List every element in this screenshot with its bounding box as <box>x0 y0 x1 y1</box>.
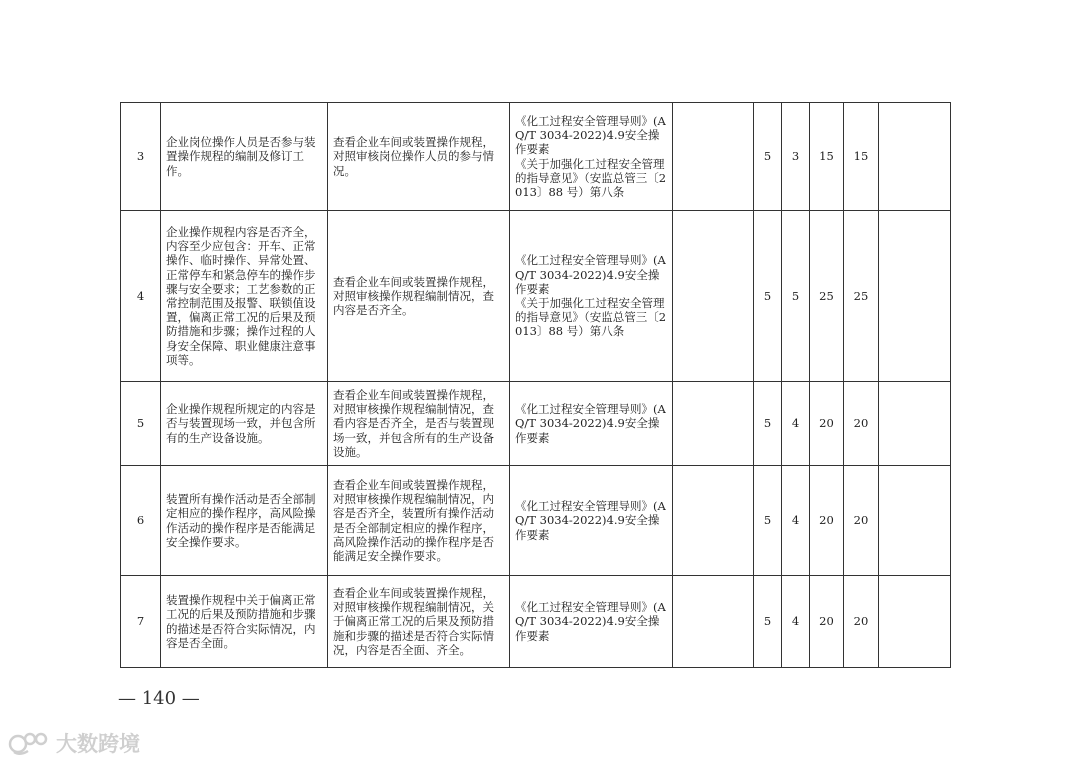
score-remark <box>879 382 951 466</box>
score-4: 20 <box>844 466 879 576</box>
watermark <box>8 728 140 758</box>
check-item: 企业岗位操作人员是否参与装置操作规程的编制及修订工作。 <box>161 103 328 211</box>
score-1: 5 <box>754 382 782 466</box>
row-number: 4 <box>121 211 161 382</box>
score-1: 5 <box>754 576 782 668</box>
row-number: 3 <box>121 103 161 211</box>
check-item: 装置所有操作活动是否全部制定相应的操作程序，高风险操作活动的操作程序是否能满足安全操作要求。 <box>161 466 328 576</box>
check-basis: 《化工过程安全管理导则》(AQ/T 3034-2022)4.9安全操作要素 <box>510 466 673 576</box>
score-1: 5 <box>754 103 782 211</box>
score-remark <box>879 103 951 211</box>
score-1: 5 <box>754 211 782 382</box>
table-row <box>121 576 951 668</box>
check-basis: 《化工过程安全管理导则》(AQ/T 3034-2022)4.9安全操作要素 《关于加强化工过程安全管理的指导意见》（安监总管三〔2013〕88 号）第八条 <box>510 211 673 382</box>
blank-cell <box>673 103 754 211</box>
score-4: 25 <box>844 211 879 382</box>
score-3: 20 <box>810 576 844 668</box>
check-basis: 《化工过程安全管理导则》(AQ/T 3034-2022)4.9安全操作要素 <box>510 576 673 668</box>
score-2: 4 <box>782 382 810 466</box>
score-2: 4 <box>782 576 810 668</box>
score-2: 5 <box>782 211 810 382</box>
score-remark <box>879 576 951 668</box>
score-3: 15 <box>810 103 844 211</box>
blank-cell <box>673 576 754 668</box>
score-remark <box>879 466 951 576</box>
score-3: 20 <box>810 382 844 466</box>
score-4: 20 <box>844 382 879 466</box>
check-basis: 《化工过程安全管理导则》(AQ/T 3034-2022)4.9安全操作要素 《关于加强化工过程安全管理的指导意见》（安监总管三〔2013〕88 号）第八条 <box>510 103 673 211</box>
check-item: 企业操作规程内容是否齐全，内容至少应包含：开车、正常操作、临时操作、异常处置、正常停车和紧急停车的操作步骤与安全要求；工艺参数的正常控制范围及报警、联锁值设置，偏离正常工况的后果及预防措施和步骤；操作过程的人身安全保障、职业健康注意事项等。 <box>161 211 328 382</box>
row-number: 7 <box>121 576 161 668</box>
check-method: 查看企业车间或装置操作规程，对照审核操作规程编制情况，查看内容是否齐全，是否与装置现场一致，并包含所有的生产设备设施。 <box>328 382 510 466</box>
score-3: 20 <box>810 466 844 576</box>
table-row <box>121 466 951 576</box>
score-4: 15 <box>844 103 879 211</box>
table-row <box>121 103 951 211</box>
checklist-table <box>120 102 951 668</box>
score-remark <box>879 211 951 382</box>
score-2: 3 <box>782 103 810 211</box>
watermark-text: 大数跨境 <box>56 732 140 756</box>
check-item: 企业操作规程所规定的内容是否与装置现场一致，并包含所有的生产设备设施。 <box>161 382 328 466</box>
blank-cell <box>673 211 754 382</box>
watermark-logo-icon <box>8 730 52 756</box>
page-number: — 140 — <box>118 688 200 709</box>
score-1: 5 <box>754 466 782 576</box>
score-2: 4 <box>782 466 810 576</box>
table-row <box>121 382 951 466</box>
check-method: 查看企业车间或装置操作规程，对照审核操作规程编制情况，内容是否齐全，装置所有操作活动是否全部制定相应的操作程序，高风险操作活动的操作程序是否能满足安全操作要求。 <box>328 466 510 576</box>
row-number: 6 <box>121 466 161 576</box>
blank-cell <box>673 382 754 466</box>
score-4: 20 <box>844 576 879 668</box>
row-number: 5 <box>121 382 161 466</box>
table-row <box>121 211 951 382</box>
check-method: 查看企业车间或装置操作规程，对照审核操作规程编制情况，查内容是否齐全。 <box>328 211 510 382</box>
check-basis: 《化工过程安全管理导则》(AQ/T 3034-2022)4.9安全操作要素 <box>510 382 673 466</box>
check-item: 装置操作规程中关于偏离正常工况的后果及预防措施和步骤的描述是否符合实际情况，内容是否全面。 <box>161 576 328 668</box>
check-method: 查看企业车间或装置操作规程，对照审核操作规程编制情况，关于偏离正常工况的后果及预防措施和步骤的描述是否符合实际情况，内容是否全面、齐全。 <box>328 576 510 668</box>
blank-cell <box>673 466 754 576</box>
check-method: 查看企业车间或装置操作规程，对照审核岗位操作人员的参与情况。 <box>328 103 510 211</box>
score-3: 25 <box>810 211 844 382</box>
